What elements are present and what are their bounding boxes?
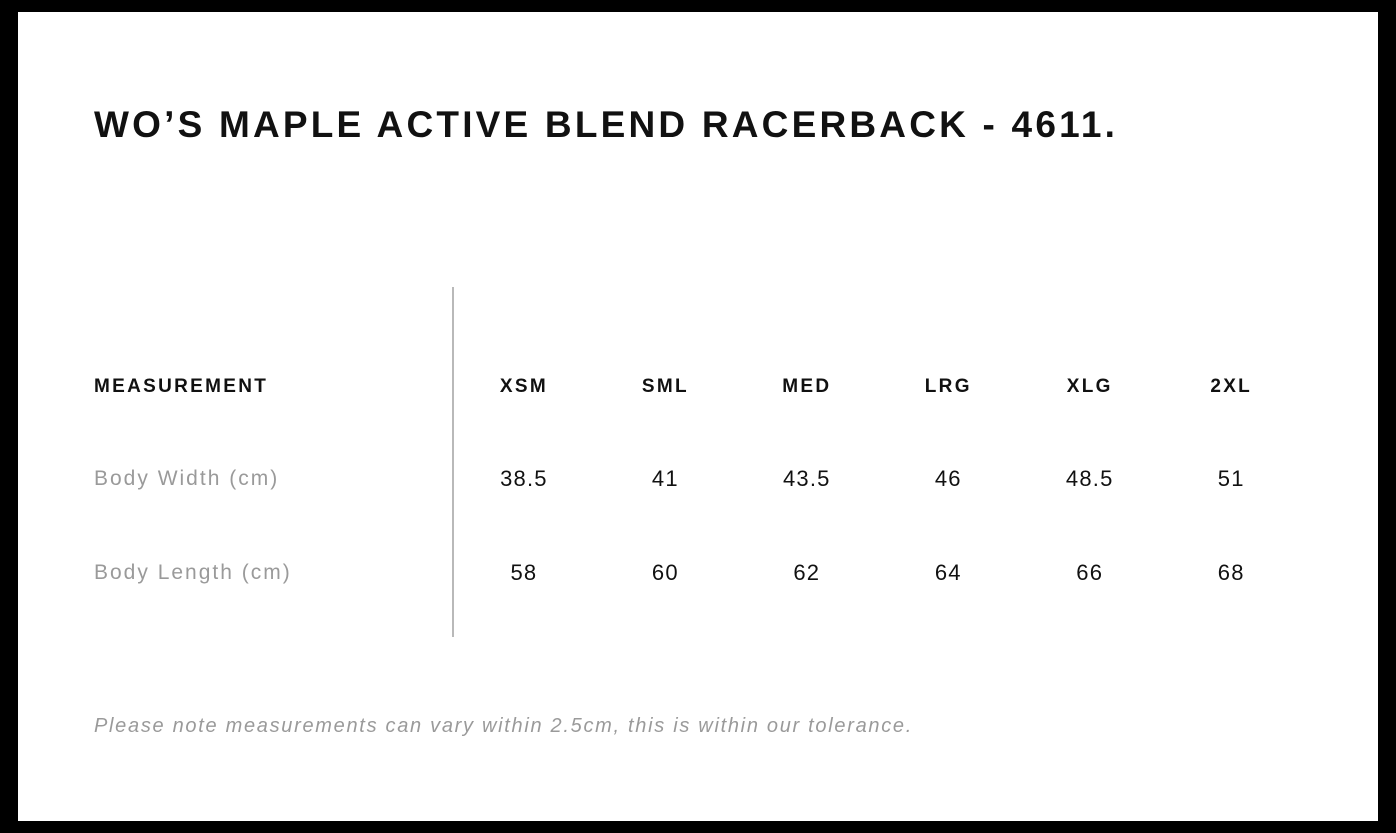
size-chart-page: [18, 12, 1378, 821]
cell-body-width-xsm: 38.5: [500, 466, 548, 491]
column-header-size-sml: SML: [641, 376, 689, 397]
cell-body-length-lrg: 64: [934, 560, 962, 585]
row-label-body-width: Body Width (cm): [94, 467, 280, 490]
table-row: [94, 432, 1302, 526]
size-chart-table: [94, 342, 1302, 620]
column-header-size-2xl: 2XL: [1210, 376, 1253, 397]
cell-body-width-med: 43.5: [783, 466, 831, 491]
column-header-measurement: MEASUREMENT: [94, 376, 269, 397]
cell-body-width-lrg: 46: [934, 466, 962, 491]
column-header-size-med: MED: [782, 376, 832, 397]
table-header-row: [94, 342, 1302, 432]
column-header-size-lrg: LRG: [924, 376, 972, 397]
row-label-body-length: Body Length (cm): [94, 561, 292, 584]
cell-body-length-med: 62: [793, 560, 821, 585]
cell-body-width-xlg: 48.5: [1065, 466, 1114, 491]
cell-body-length-xlg: 66: [1076, 560, 1104, 585]
column-header-size-xlg: XLG: [1066, 376, 1113, 397]
page-title: WO’S MAPLE ACTIVE BLEND RACERBACK - 4611.: [94, 104, 1119, 145]
column-header-size-xsm: XSM: [499, 376, 548, 397]
cell-body-length-2xl: 68: [1217, 560, 1245, 585]
table-row: [94, 526, 1302, 620]
cell-body-width-sml: 41: [651, 466, 679, 491]
cell-body-length-xsm: 58: [510, 560, 538, 585]
cell-body-length-sml: 60: [651, 560, 679, 585]
tolerance-note: Please note measurements can vary within 2.5cm, this is within our tolerance.: [94, 715, 913, 737]
cell-body-width-2xl: 51: [1217, 466, 1245, 491]
